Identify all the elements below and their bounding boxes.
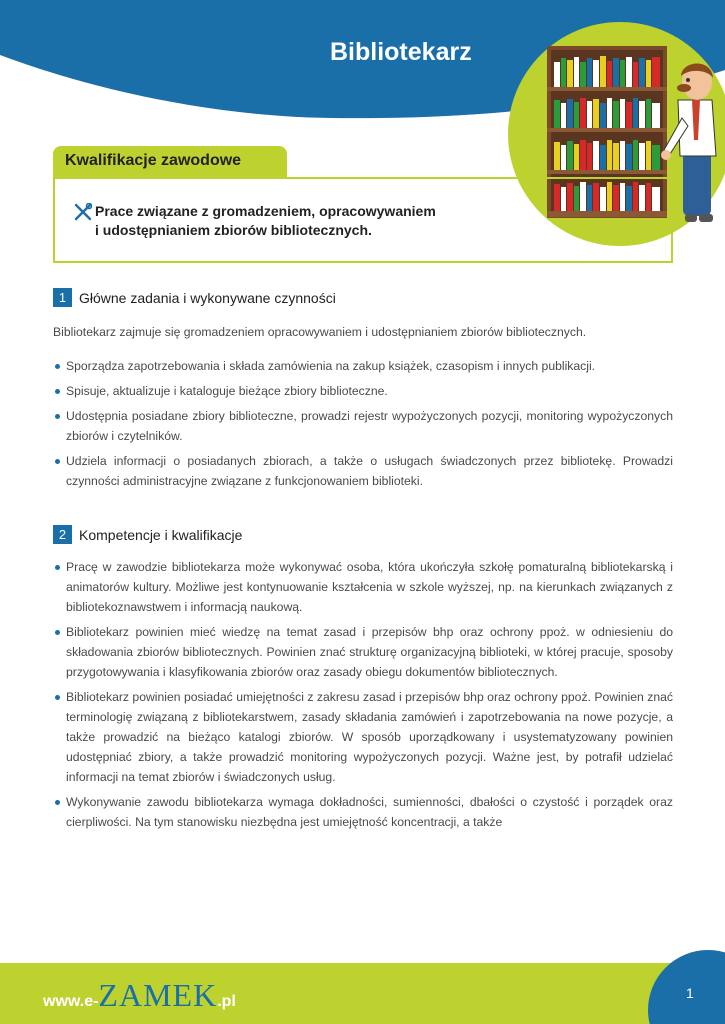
page-title: Bibliotekarz bbox=[330, 38, 472, 66]
section-2-bullet-4: Wykonywanie zawodu bibliotekarza wymaga dokładności, sumienności, dbałości o czystość i porządek oraz cierpliwości. Na tym stanowisku niezbędna jest umiejętność koncentracji, a także bbox=[53, 792, 673, 832]
section-1-bullet-4: Udziela informacji o posiadanych zbiorach, a także o usługach świadczonych przez bibliotekę. Prowadzi czynności administracyjne związane z funkcjonowaniem biblioteki. bbox=[53, 451, 673, 491]
section-1-bullet-2: Spisuje, aktualizuje i kataloguje bieżące zbiory biblioteczne. bbox=[53, 381, 673, 401]
section-1-bullet-3: Udostępnia posiadane zbiory biblioteczne, prowadzi rejestr wypożyczonych pozycji, monitoring wypożyczonych zbiorów i czytelników. bbox=[53, 406, 673, 446]
footer-url-suffix: .pl bbox=[217, 993, 236, 1010]
section-1-bullet-list bbox=[53, 356, 673, 496]
section-2-bullet-list bbox=[53, 557, 673, 837]
section-2-bullet-2: Bibliotekarz powinien mieć wiedzę na temat zasad i przepisów bhp oraz ochrony ppoż. w odniesieniu do składowania zbiorów bibliotecznych. Powinien znać strukturę organizacyjną biblioteki, w której pracuje, sposoby przygotowywania i klasyfikowania zbiorów oraz zasady obiegu dokumentów bibliotecznych. bbox=[53, 622, 673, 682]
section-1-title: Główne zadania i wykonywane czynności bbox=[79, 289, 336, 306]
section-2-bullet-3: Bibliotekarz powinien posiadać umiejętności z zakresu zasad i przepisów bhp oraz ochrony ppoż. Powinien znać terminologię związaną z bibliotekarstwem, zasady składania zamówień i zapotrzebowania na nowe pozycje, a także prowadzić na bieżąco katalogi zbiorów. W sposób uporządkowany i usystematyzowany powinien udostępniać zbiory, a także prowadzić monitoring wypożyczonych pozycji. Ważne jest, by potrafił udzielać informacji na temat zbiorów i świadczonych usług. bbox=[53, 687, 673, 787]
qualifications-tab-label: Kwalifikacje zawodowe bbox=[53, 146, 287, 178]
section-2-number: 2 bbox=[53, 525, 72, 544]
section-1-number: 1 bbox=[53, 288, 72, 307]
section-1-bullet-1: Sporządza zapotrzebowania i składa zamówienia na zakup książek, czasopism i innych publikacji. bbox=[53, 356, 673, 376]
qualifications-text bbox=[95, 202, 525, 240]
section-2-bullet-1: Pracę w zawodzie bibliotekarza może wykonywać osoba, która ukończyła szkołę pomaturalną bibliotekarską i animatorów kultury. Możliwe jest kontynuowanie kształcenia w szkole wyższej, np. na kierunkach związanych z bibliotekoznawstwem i informacją naukową. bbox=[53, 557, 673, 617]
section-2-title: Kompetencje i kwalifikacje bbox=[79, 526, 243, 543]
tools-icon bbox=[74, 203, 92, 221]
qualifications-line-1: Prace związane z gromadzeniem, opracowywaniem bbox=[95, 203, 436, 219]
section-1-intro: Bibliotekarz zajmuje się gromadzeniem opracowywaniem i udostępnianiem zbiorów bibliotecznych. bbox=[53, 325, 587, 339]
footer-url-prefix: www.e- bbox=[43, 993, 99, 1010]
footer-website-link[interactable] bbox=[43, 977, 236, 1014]
page-number: 1 bbox=[686, 985, 694, 1001]
qualifications-line-2: i udostępnianiem zbiorów bibliotecznych. bbox=[95, 222, 372, 238]
section-2-heading bbox=[53, 525, 242, 544]
section-1-heading bbox=[53, 288, 336, 307]
footer-brand-logo: ZAMEK bbox=[98, 977, 218, 1013]
